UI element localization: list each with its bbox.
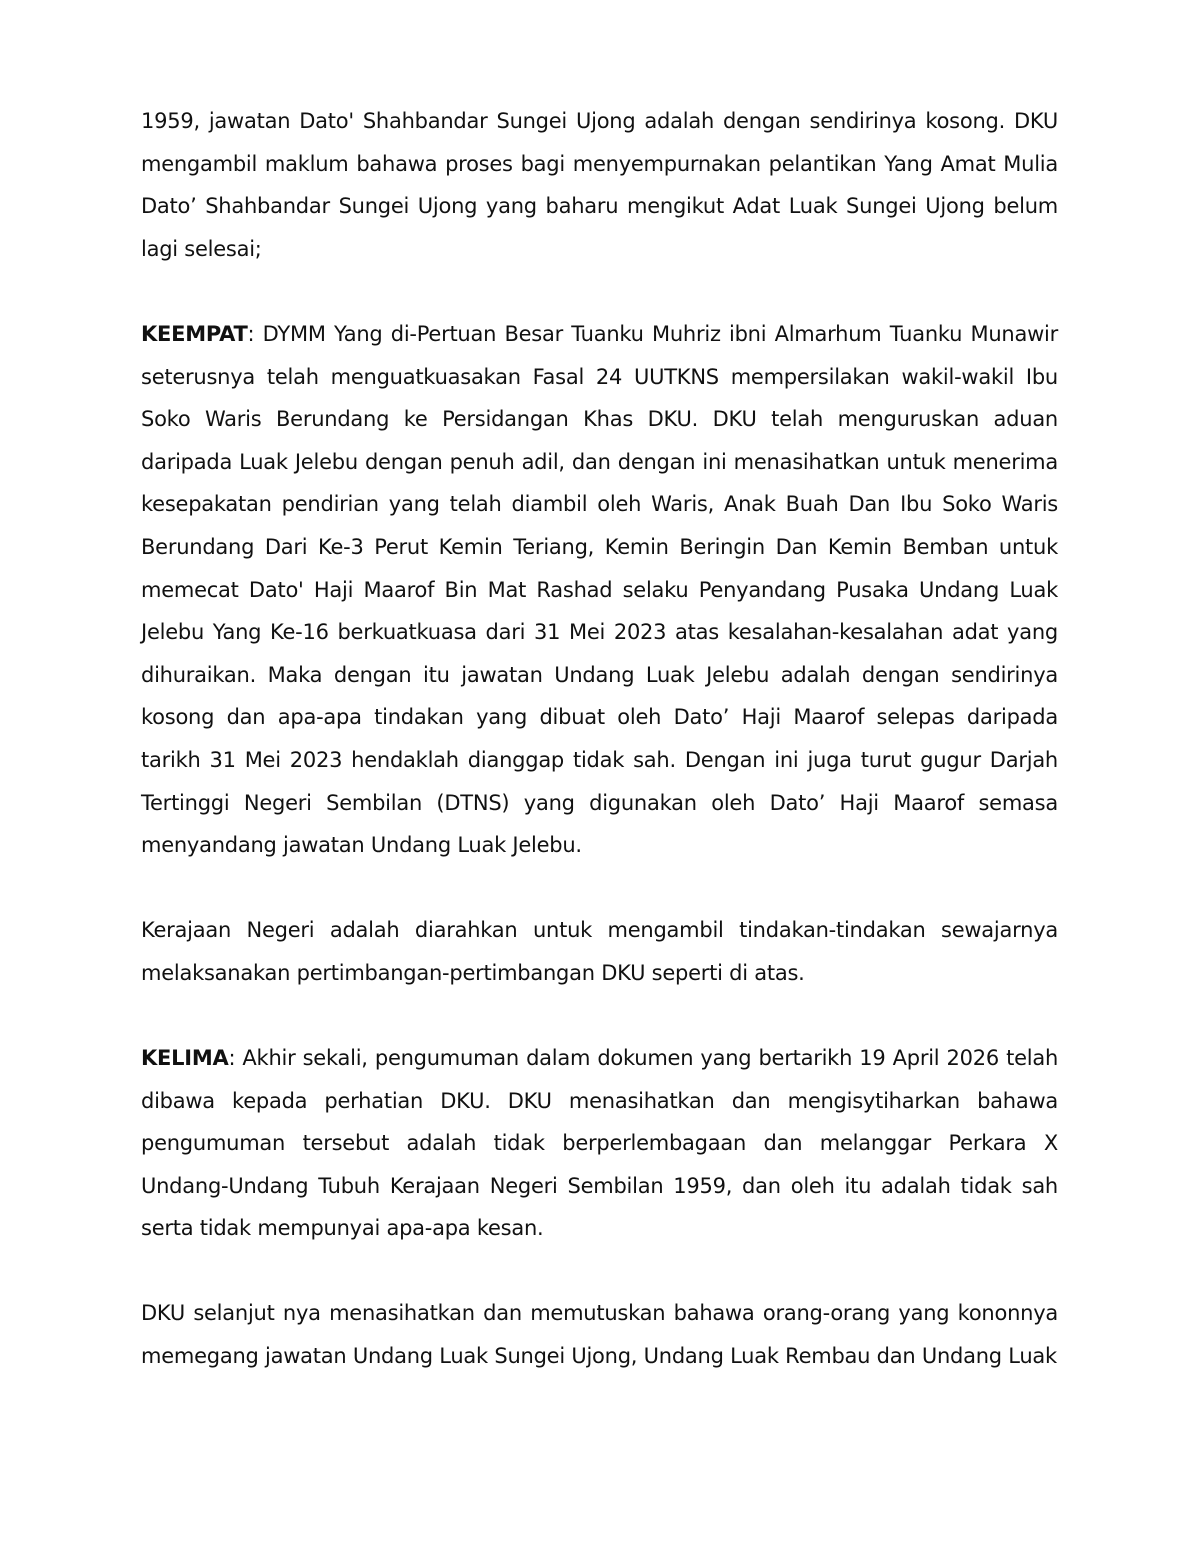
paragraph-1 <box>141 100 1058 270</box>
paragraph-dku-selanjutnya <box>141 1292 1058 1377</box>
paragraph-kelima-heading: KELIMA <box>141 1046 229 1070</box>
paragraph-kerajaan-negeri <box>141 909 1058 994</box>
paragraph-keempat <box>141 313 1058 867</box>
paragraph-kelima-text: : Akhir sekali, pengumuman dalam dokumen yang bertarikh 19 April 2026 telah dibawa kepada perhatian DKU. DKU menasihatkan dan mengisytiharkan bahawa pengumuman tersebut adalah tidak berperlembagaan dan melanggar Perkara X Undang-Undang Tubuh Kerajaan Negeri Sembilan 1959, dan oleh itu adalah tidak sah serta tidak mempunyai apa-apa kesan. <box>141 1046 1058 1241</box>
paragraph-kelima <box>141 1037 1058 1250</box>
paragraph-kerajaan-negeri-text: Kerajaan Negeri adalah diarahkan untuk mengambil tindakan-tindakan sewajarnya melaksanakan pertimbangan-pertimbangan DKU seperti di atas. <box>141 918 1058 985</box>
paragraph-keempat-text: : DYMM Yang di-Pertuan Besar Tuanku Muhriz ibni Almarhum Tuanku Munawir seterusnya telah menguatkuasakan Fasal 24 UUTKNS mempersilakan wakil-wakil Ibu Soko Waris Berundang ke Persidangan Khas DKU. DKU telah menguruskan aduan daripada Luak Jelebu dengan penuh adil, dan dengan ini menasihatkan untuk menerima kesepakatan pendirian yang telah diambil oleh Waris, Anak Buah Dan Ibu Soko Waris Berundang Dari Ke-3 Perut Kemin Teriang, Kemin Beringin Dan Kemin Bemban untuk memecat Dato' Haji Maarof Bin Mat Rashad selaku Penyandang Pusaka Undang Luak Jelebu Yang Ke-16 berkuatkuasa dari 31 Mei 2023 atas kesalahan-kesalahan adat yang dihuraikan. Maka dengan itu jawatan Undang Luak Jelebu adalah dengan sendirinya kosong dan apa-apa tindakan yang dibuat oleh Dato’ Haji Maarof selepas daripada tarikh 31 Mei 2023 hendaklah dianggap tidak sah. Dengan ini juga turut gugur Darjah Tertinggi Negeri Sembilan (DTNS) yang digunakan oleh Dato’ Haji Maarof semasa menyandang jawatan Undang Luak Jelebu. <box>141 322 1058 858</box>
paragraph-keempat-heading: KEEMPAT <box>141 322 248 346</box>
paragraph-dku-selanjutnya-text: DKU selanjut nya menasihatkan dan memutuskan bahawa orang-orang yang kononnya memegang jawatan Undang Luak Sungei Ujong, Undang Luak Rembau dan Undang Luak <box>141 1301 1058 1368</box>
paragraph-1-text: 1959, jawatan Dato' Shahbandar Sungei Ujong adalah dengan sendirinya kosong. DKU mengambil maklum bahawa proses bagi menyempurnakan pelantikan Yang Amat Mulia Dato’ Shahbandar Sungei Ujong yang baharu mengikut Adat Luak Sungei Ujong belum lagi selesai; <box>141 109 1058 261</box>
